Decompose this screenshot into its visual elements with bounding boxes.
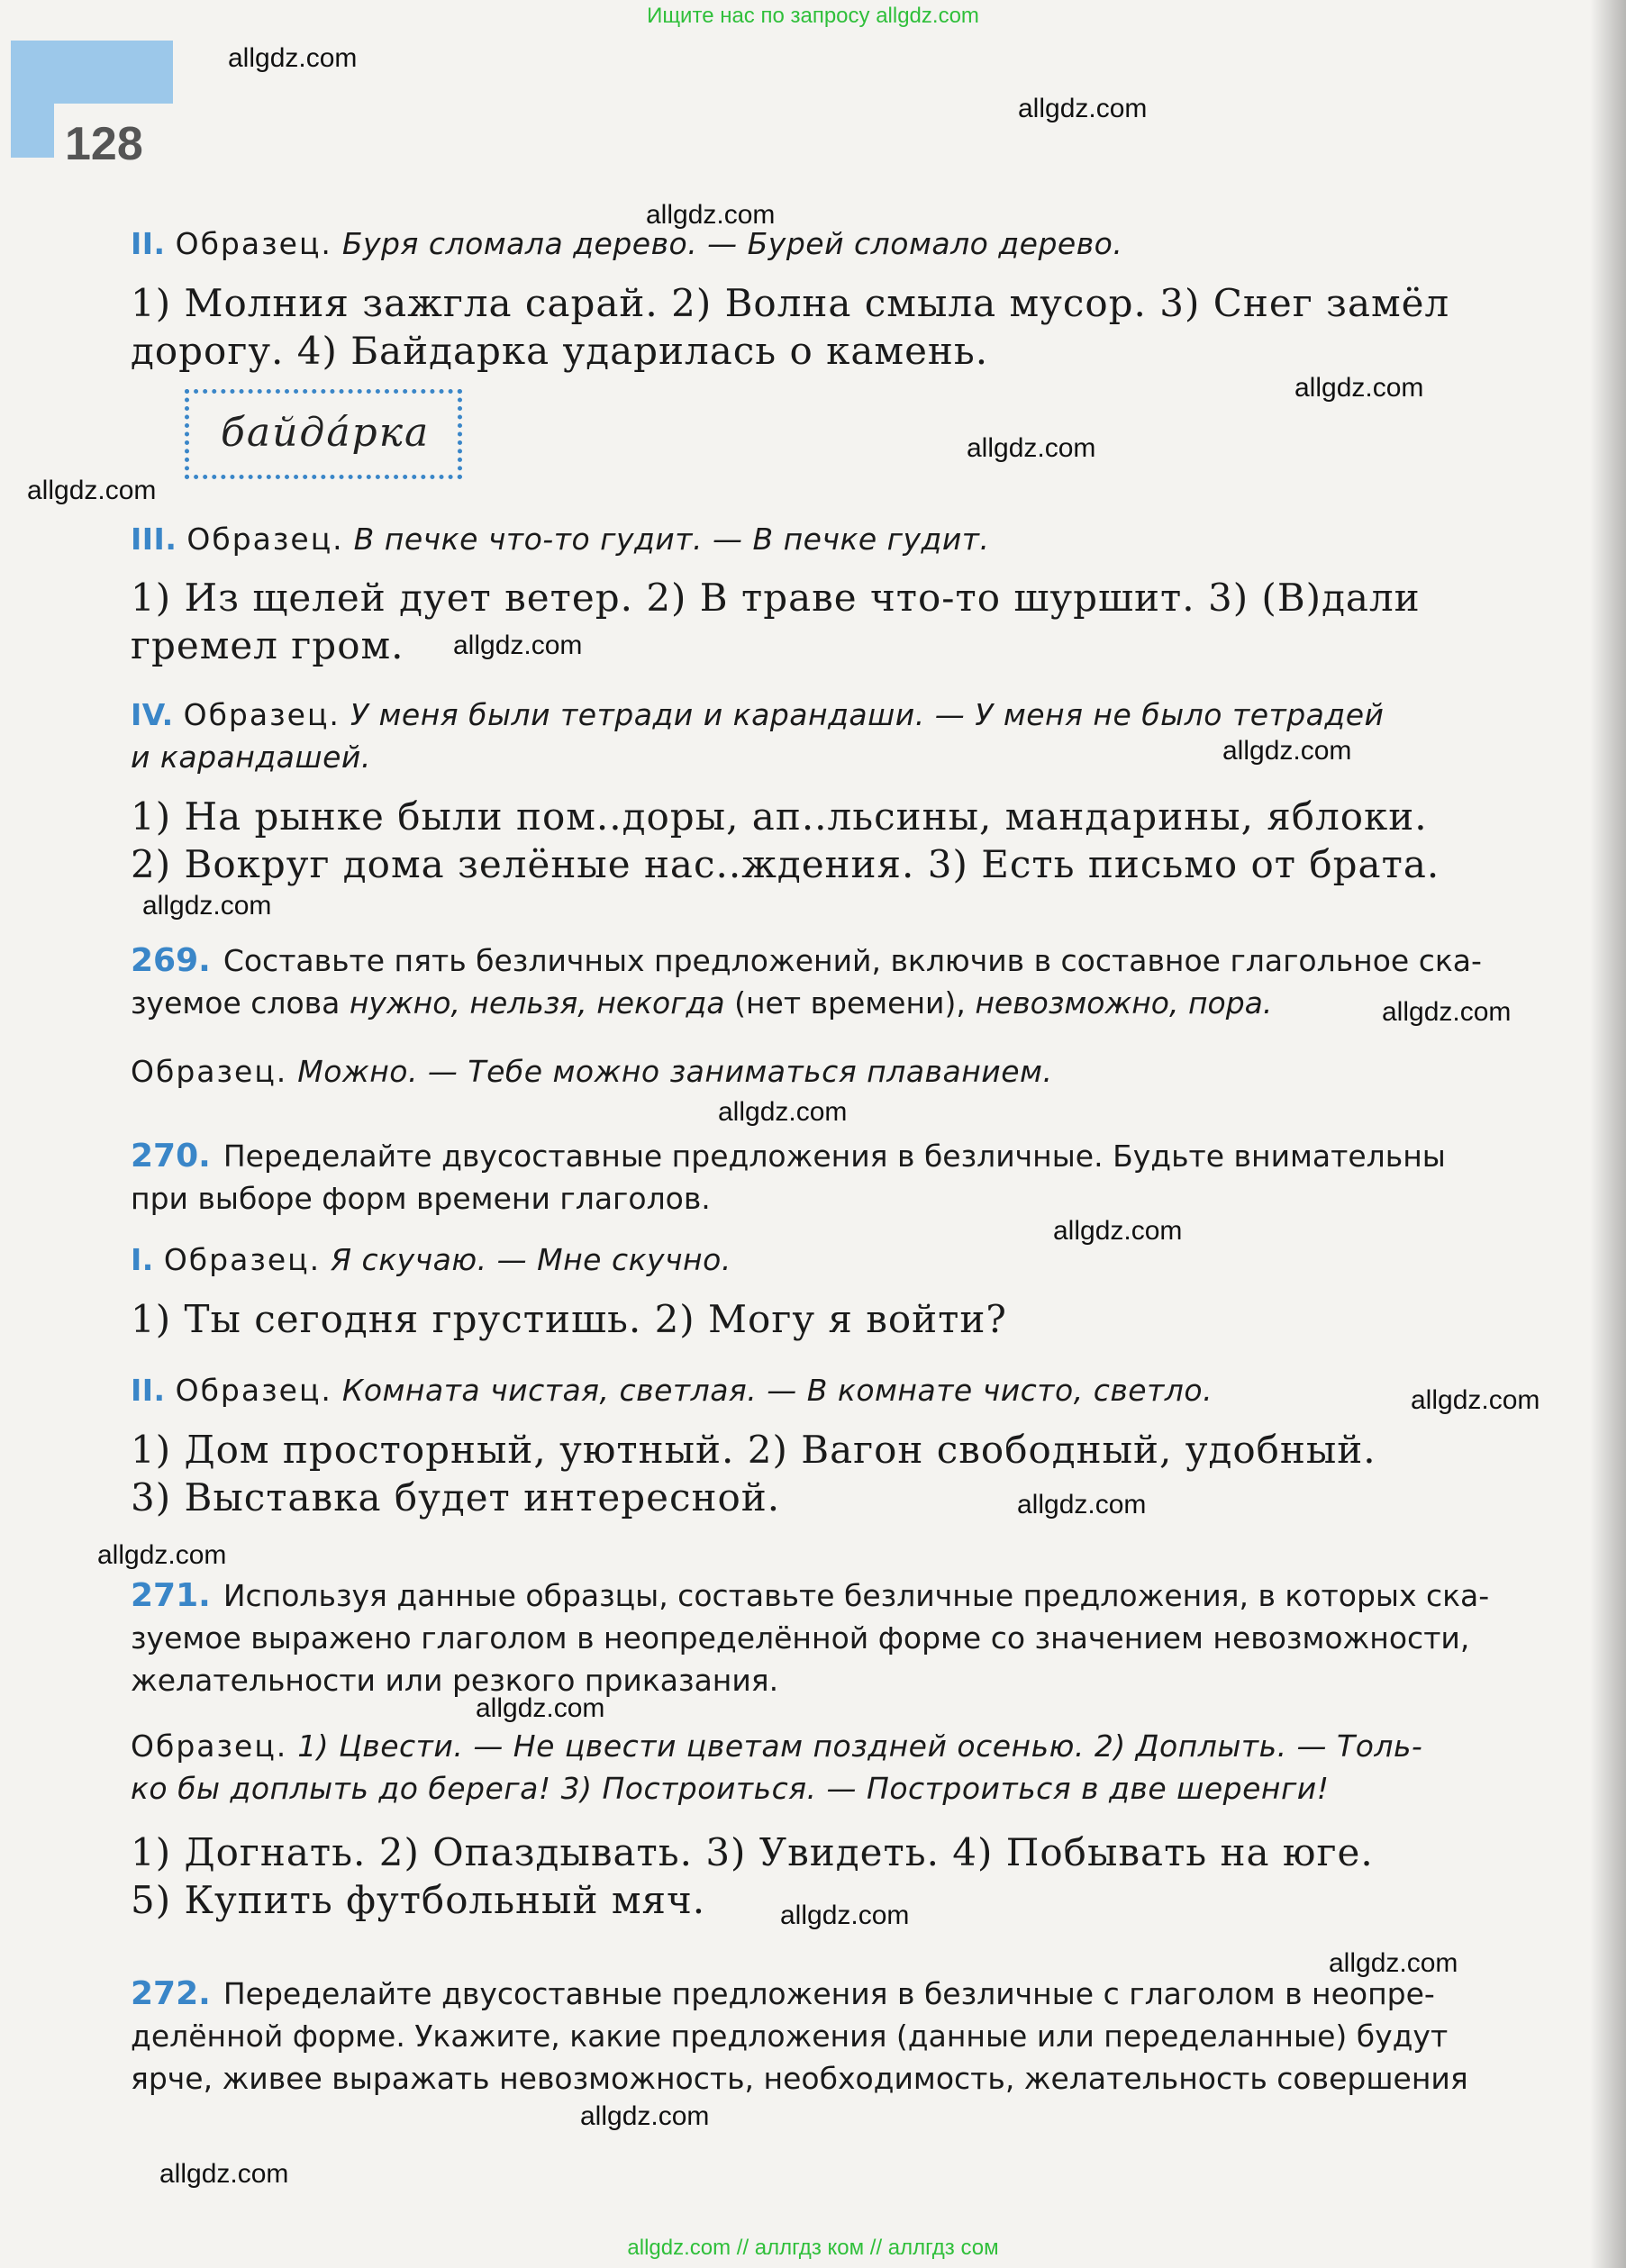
roman-numeral: I. — [131, 1242, 154, 1277]
exercise-line: дорогу. 4) Байдарка ударилась о камень. — [131, 329, 989, 373]
roman-numeral: II. — [131, 226, 166, 261]
roman-numeral: III. — [131, 522, 177, 557]
task-269-sample — [131, 1050, 1558, 1093]
task-270-part1-exercise — [131, 1295, 1558, 1343]
task-text: зуемое выражено глаголом в неопределённой форме со значением невозможности, — [131, 1620, 1470, 1656]
watermark: allgdz.com — [97, 1540, 227, 1570]
sample-label: Образец. — [183, 697, 341, 732]
sample-text: Буря сломала дерево. — Бурей сломало дерево. — [341, 226, 1123, 261]
task-text: зуемое слова — [131, 985, 350, 1021]
task-text: Используя данные образцы, составьте безличные предложения, в которых ска- — [223, 1578, 1490, 1613]
sample-label: Образец. — [131, 1054, 288, 1089]
task-number: 271. — [131, 1577, 211, 1614]
watermark: allgdz.com — [476, 1693, 605, 1723]
exercise-line: 5) Купить футбольный мяч. — [131, 1878, 706, 1922]
task-269 — [131, 939, 1558, 1024]
sample-text: ко бы доплыть до берега! 3) Построиться. — Построиться в две шеренги! — [131, 1771, 1330, 1806]
exercise-line: гремел гром. — [131, 623, 404, 667]
exercise-line: 1) На рынке были пом..доры, ап..льсины, мандарины, яблоки. — [131, 794, 1428, 839]
task-text: Составьте пять безличных предложений, включив в составное глагольное ска- — [223, 943, 1482, 978]
section-2-sample — [131, 222, 1558, 265]
task-words: нужно, нельзя, некогда — [349, 985, 725, 1021]
watermark: allgdz.com — [228, 43, 358, 73]
watermark: allgdz.com — [780, 1901, 910, 1930]
sample-text: В печке что-то гудит. — В печке гудит. — [353, 522, 990, 557]
dictionary-word: байда́рка — [221, 410, 431, 456]
roman-numeral: IV. — [131, 697, 174, 732]
task-text: Переделайте двусоставные предложения в безличные. Будьте внимательны — [223, 1139, 1446, 1174]
task-270-part1-sample — [131, 1238, 1558, 1281]
task-text: Переделайте двусоставные предложения в безличные с глаголом в неопре- — [223, 1976, 1435, 2011]
book-spine-shadow — [1590, 0, 1626, 2268]
watermark: allgdz.com — [142, 891, 272, 921]
watermark: allgdz.com — [1294, 373, 1424, 403]
section-4-exercise — [131, 793, 1558, 888]
page-number: 128 — [65, 118, 143, 170]
task-number: 272. — [131, 1975, 211, 2012]
top-banner[interactable]: Ищите нас по запросу allgdz.com — [647, 4, 979, 28]
task-text: при выборе форм времени глаголов. — [131, 1181, 711, 1216]
watermark: allgdz.com — [1411, 1385, 1540, 1415]
bottom-banner[interactable]: allgdz.com // аллгдз ком // аллгдз сом — [627, 2236, 999, 2260]
sample-label: Образец. — [131, 1728, 288, 1764]
sample-text: Комната чистая, светлая. — В комнате чисто, светло. — [341, 1373, 1213, 1408]
watermark: allgdz.com — [580, 2101, 710, 2131]
sample-text: 1) Цвести. — Не цвести цветам поздней осенью. 2) Доплыть. — Толь- — [297, 1728, 1423, 1764]
sample-text: и карандашей. — [131, 739, 371, 775]
sample-label: Образец. — [175, 226, 332, 261]
task-270-part2-exercise — [131, 1426, 1558, 1521]
task-271-exercise — [131, 1828, 1558, 1924]
exercise-line: 1) Из щелей дует ветер. 2) В траве что-то шуршит. 3) (В)дали — [131, 576, 1421, 620]
task-words: невозможно, пора. — [975, 985, 1273, 1021]
watermark: allgdz.com — [27, 476, 157, 505]
sample-text: Я скучаю. — Мне скучно. — [331, 1242, 731, 1277]
sample-label: Образец. — [186, 522, 344, 557]
sample-text: Можно. — Тебе можно заниматься плаванием. — [297, 1054, 1053, 1089]
section-3-exercise — [131, 574, 1558, 669]
sample-text: У меня были тетради и карандаши. — У меня не было тетрадей — [350, 697, 1385, 732]
task-text: (нет времени), — [724, 985, 976, 1021]
watermark: allgdz.com — [1222, 736, 1352, 766]
exercise-line: 1) Молния зажгла сарай. 2) Волна смыла мусор. 3) Снег замёл — [131, 281, 1450, 325]
exercise-line: 3) Выставка будет интересной. — [131, 1475, 781, 1520]
task-271 — [131, 1574, 1558, 1701]
roman-numeral: II. — [131, 1373, 166, 1408]
watermark: allgdz.com — [1018, 94, 1148, 123]
watermark: allgdz.com — [159, 2159, 289, 2189]
task-number: 270. — [131, 1138, 211, 1175]
watermark: allgdz.com — [967, 433, 1096, 463]
watermark: allgdz.com — [1329, 1948, 1458, 1978]
task-271-sample — [131, 1725, 1558, 1810]
sample-label: Образец. — [175, 1373, 332, 1408]
watermark: allgdz.com — [1017, 1490, 1147, 1520]
sample-label: Образец. — [163, 1242, 322, 1277]
exercise-line: 1) Догнать. 2) Опаздывать. 3) Увидеть. 4) Побывать на юге. — [131, 1830, 1374, 1874]
section-4-sample — [131, 694, 1558, 778]
task-270-part2-sample — [131, 1369, 1558, 1411]
exercise-line: 1) Дом просторный, уютный. 2) Вагон свободный, удобный. — [131, 1428, 1376, 1472]
watermark: allgdz.com — [718, 1097, 848, 1127]
task-text: делённой форме. Укажите, какие предложения (данные или переделанные) будут — [131, 2019, 1449, 2054]
exercise-line: 2) Вокруг дома зелёные нас..ждения. 3) Есть письмо от брата. — [131, 842, 1440, 886]
watermark: allgdz.com — [646, 200, 776, 230]
section-3-sample — [131, 518, 1558, 560]
task-number: 269. — [131, 942, 211, 979]
watermark: allgdz.com — [1053, 1216, 1183, 1246]
task-270 — [131, 1135, 1558, 1220]
task-text: желательности или резкого приказания. — [131, 1663, 779, 1698]
exercise-line: 1) Ты сегодня грустишь. 2) Могу я войти? — [131, 1297, 1007, 1341]
watermark: allgdz.com — [453, 631, 583, 660]
section-2-exercise — [131, 279, 1558, 375]
watermark: allgdz.com — [1382, 997, 1512, 1027]
task-272 — [131, 1973, 1558, 2100]
task-text: ярче, живее выражать невозможность, необходимость, желательность совершения — [131, 2061, 1468, 2096]
